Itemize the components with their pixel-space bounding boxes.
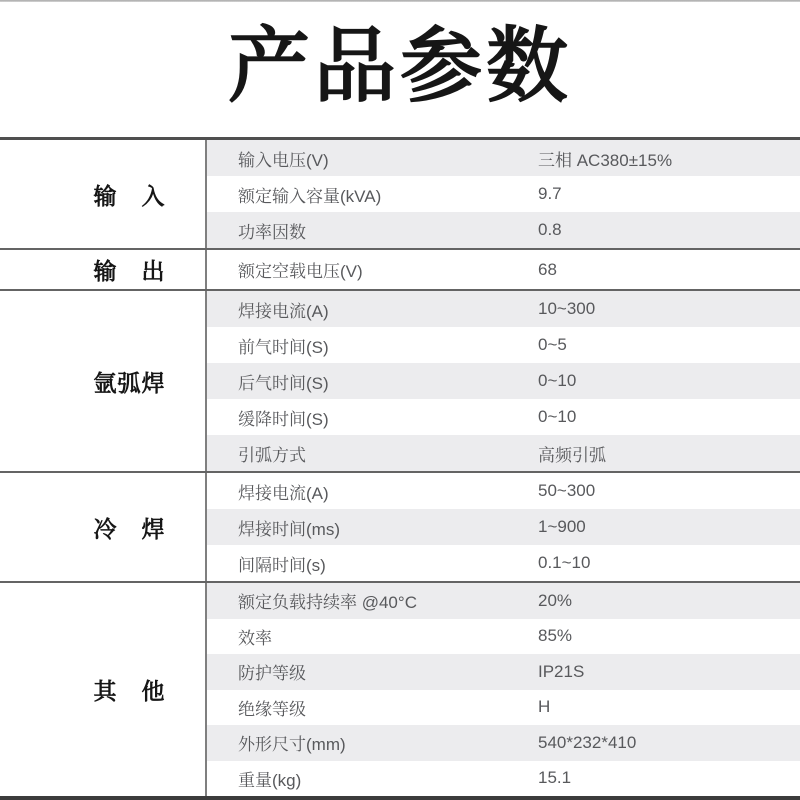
param-value: 高频引弧	[538, 445, 606, 465]
group-rows	[207, 140, 800, 248]
category-label-cold-weld: 冷 焊	[0, 473, 207, 581]
table-row	[207, 545, 800, 581]
param-label: 引弧方式	[238, 445, 306, 465]
param-label: 焊接时间(ms)	[238, 519, 340, 539]
param-label: 缓降时间(S)	[238, 409, 329, 429]
param-value: 0~10	[538, 407, 577, 426]
table-row	[207, 690, 800, 726]
table-row	[207, 654, 800, 690]
group-rows	[207, 291, 800, 471]
page-title: 产品参数	[227, 20, 572, 112]
param-label: 焊接电流(A)	[238, 483, 329, 503]
table-row	[207, 291, 800, 327]
param-label: 效率	[238, 628, 272, 648]
param-label: 前气时间(S)	[238, 337, 329, 357]
param-value: 0.1~10	[538, 553, 591, 572]
param-value: 1~900	[538, 517, 586, 536]
table-row	[207, 583, 800, 619]
table-row	[207, 761, 800, 797]
table-row	[207, 176, 800, 212]
param-value: 540*232*410	[538, 732, 637, 752]
param-label: 重量(kg)	[238, 770, 302, 790]
param-value: 85%	[538, 626, 573, 646]
spec-group-cold-weld	[0, 473, 800, 583]
param-label: 额定负载持续率 @40°C	[238, 593, 417, 613]
param-label: 焊接电流(A)	[238, 301, 329, 321]
param-label: 额定输入容量(kVA)	[238, 186, 382, 206]
param-value: 20%	[538, 590, 573, 610]
param-label: 间隔时间(s)	[238, 555, 326, 575]
table-row	[207, 363, 800, 399]
param-label: 防护等级	[238, 664, 306, 684]
header	[0, 2, 800, 137]
param-value: 0~10	[538, 371, 577, 390]
spec-table	[0, 137, 800, 800]
param-value: 三相 AC380±15%	[538, 150, 673, 170]
table-row	[207, 619, 800, 655]
param-label: 后气时间(S)	[238, 373, 329, 393]
param-value: 50~300	[538, 481, 596, 500]
table-row	[207, 327, 800, 363]
param-value: 10~300	[538, 299, 596, 318]
table-row	[207, 250, 800, 289]
group-rows	[207, 473, 800, 581]
param-value: H	[538, 697, 551, 717]
param-value: 68	[538, 259, 557, 279]
param-label: 功率因数	[238, 222, 306, 242]
category-label-input: 输 入	[0, 140, 207, 248]
table-row	[207, 140, 800, 176]
param-value: 9.7	[538, 184, 562, 203]
param-label: 输入电压(V)	[238, 150, 329, 170]
table-row	[207, 473, 800, 509]
category-label-tig: 氩弧焊	[0, 291, 207, 471]
table-row	[207, 509, 800, 545]
param-value: IP21S	[538, 661, 585, 681]
category-label-other: 其 他	[0, 583, 207, 796]
param-label: 额定空载电压(V)	[238, 262, 363, 281]
group-rows	[207, 250, 800, 289]
category-label-output: 输 出	[0, 250, 207, 289]
spec-group-output	[0, 250, 800, 291]
spec-group-input	[0, 140, 800, 250]
spec-group-tig	[0, 291, 800, 473]
table-row	[207, 725, 800, 761]
param-value: 15.1	[538, 768, 572, 788]
param-label: 外形尺寸(mm)	[238, 735, 346, 755]
param-label: 绝缘等级	[238, 699, 306, 719]
group-rows	[207, 583, 800, 796]
spec-group-other	[0, 583, 800, 800]
table-row	[207, 212, 800, 248]
param-value: 0.8	[538, 220, 562, 239]
table-row	[207, 399, 800, 435]
table-row	[207, 435, 800, 471]
param-value: 0~5	[538, 335, 567, 354]
